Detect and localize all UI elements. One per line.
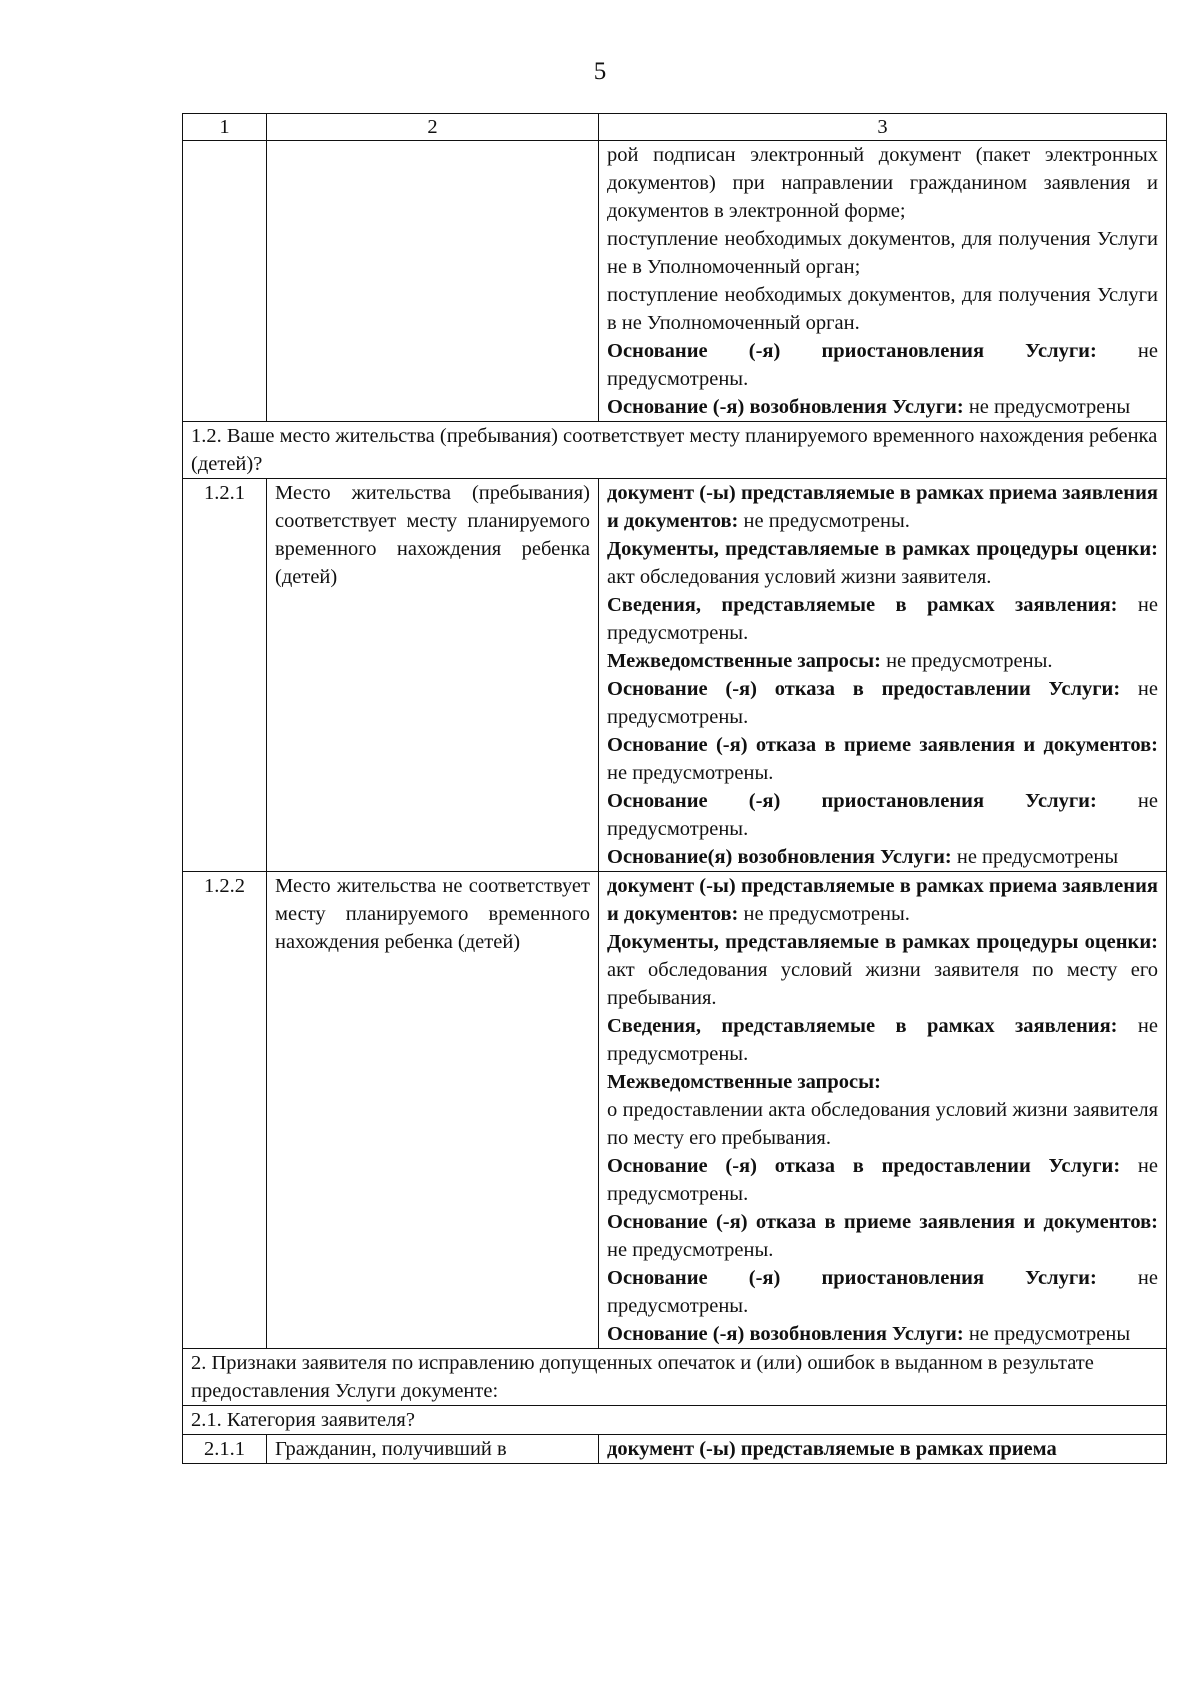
section-row (183, 422, 1167, 479)
bold-heading: Документы, представляемые в рамках процедуры оценки: (607, 538, 1158, 560)
detail-text: не предусмотрены (963, 396, 1131, 418)
bold-heading: документ (-ы) представляемые в рамках приема заявления и документов: (607, 482, 1158, 532)
detail-paragraph (607, 1096, 1158, 1152)
detail-paragraph (607, 337, 1158, 393)
detail-paragraph (607, 675, 1158, 731)
detail-text: не предусмотрены. (738, 903, 910, 925)
bold-heading: Межведомственные запросы: (607, 1071, 881, 1093)
detail-paragraph (607, 1264, 1158, 1320)
detail-text: акт обследования условий жизни заявителя. (607, 566, 992, 588)
row-description-cell (267, 141, 599, 422)
detail-text: не предусмотрены. (738, 510, 910, 532)
section-2-1-question: 2.1. Категория заявителя? (183, 1406, 1167, 1435)
detail-text: не предусмотрены. (607, 594, 1158, 644)
row-details-cell (599, 479, 1167, 872)
row-details-cell (599, 872, 1167, 1349)
page-number: 5 (593, 58, 607, 85)
bold-heading: документ (-ы) представляемые в рамках приема (607, 1438, 1057, 1460)
header-col-3: 3 (599, 114, 1167, 141)
requirements-table (182, 113, 1167, 1464)
detail-text: акт обследования условий жизни заявителя по месту его пребывания. (607, 959, 1158, 1009)
section-row (183, 1406, 1167, 1435)
detail-paragraph (607, 1208, 1158, 1264)
detail-paragraph (607, 1152, 1158, 1208)
bold-heading: Основание (-я) отказа в предоставлении Услуги: (607, 678, 1121, 700)
detail-text: поступление необходимых документов, для получения Услуги не в Уполномоченный орган; (607, 228, 1158, 278)
bold-heading: Основание (-я) отказа в предоставлении Услуги: (607, 1155, 1121, 1177)
detail-paragraph (607, 787, 1158, 843)
row-description-cell: Место жительства не соответствует месту планируемого временного нахождения ребенка (детей) (267, 872, 599, 1349)
header-col-1: 1 (183, 114, 267, 141)
row-details-cell (599, 141, 1167, 422)
detail-paragraph (607, 928, 1158, 1012)
table-row (183, 872, 1167, 1349)
detail-paragraph (607, 479, 1158, 535)
row-number-cell: 1.2.2 (183, 872, 267, 1349)
table-header-row (183, 114, 1167, 141)
detail-paragraph (607, 591, 1158, 647)
bold-heading: Межведомственные запросы: (607, 650, 881, 672)
row-number-cell: 2.1.1 (183, 1435, 267, 1464)
detail-text: поступление необходимых документов, для получения Услуги в не Уполномоченный орган. (607, 284, 1158, 334)
bold-heading: Основание (-я) приостановления Услуги: (607, 340, 1097, 362)
detail-text: не предусмотрены. (607, 790, 1158, 840)
bold-heading: Основание (-я) приостановления Услуги: (607, 1267, 1097, 1289)
detail-paragraph (607, 843, 1158, 871)
detail-text: не предусмотрены. (607, 1267, 1158, 1317)
row-number-cell: 1.2.1 (183, 479, 267, 872)
bold-heading: Сведения, представляемые в рамках заявления: (607, 594, 1118, 616)
detail-paragraph (607, 872, 1158, 928)
bold-heading: Основание (-я) возобновления Услуги: (607, 396, 964, 418)
detail-paragraph (607, 1068, 1158, 1096)
row-details-cell (599, 1435, 1167, 1464)
detail-text: о предоставлении акта обследования условий жизни заявителя по месту его пребывания. (607, 1099, 1158, 1149)
detail-paragraph (607, 393, 1158, 421)
bold-heading: Основание (-я) отказа в приеме заявления и документов: (607, 1211, 1158, 1233)
table-row (183, 141, 1167, 422)
header-col-2: 2 (267, 114, 599, 141)
table-row (183, 1435, 1167, 1464)
detail-paragraph (607, 731, 1158, 787)
detail-text: не предусмотрены. (607, 762, 774, 784)
detail-text: не предусмотрены. (607, 1015, 1158, 1065)
detail-text: не предусмотрены. (607, 1239, 774, 1261)
detail-paragraph (607, 281, 1158, 337)
row-description-cell: Гражданин, получивший в (267, 1435, 599, 1464)
detail-text: не предусмотрены. (607, 340, 1158, 390)
bold-heading: Основание (-я) приостановления Услуги: (607, 790, 1097, 812)
table-row (183, 479, 1167, 872)
detail-text: рой подписан электронный документ (пакет электронных документов) при направлении гражданином заявления и документов в электронной форме; (607, 144, 1158, 222)
detail-text: не предусмотрены. (607, 678, 1158, 728)
bold-heading: Основание(я) возобновления Услуги: (607, 846, 952, 868)
bold-heading: Основание (-я) возобновления Услуги: (607, 1323, 964, 1345)
detail-paragraph (607, 141, 1158, 225)
bold-heading: Основание (-я) отказа в приеме заявления и документов: (607, 734, 1158, 756)
bold-heading: Документы, представляемые в рамках процедуры оценки: (607, 931, 1158, 953)
detail-text: не предусмотрены (963, 1323, 1131, 1345)
detail-text: не предусмотрены. (607, 1155, 1158, 1205)
section-2-heading: 2. Признаки заявителя по исправлению допущенных опечаток и (или) ошибок в выданном в результате предоставления Услуги документе: (183, 1349, 1167, 1406)
detail-paragraph (607, 1012, 1158, 1068)
row-number-cell (183, 141, 267, 422)
detail-text: не предусмотрены. (880, 650, 1053, 672)
detail-text: не предусмотрены (951, 846, 1119, 868)
bold-heading: документ (-ы) представляемые в рамках приема заявления и документов: (607, 875, 1158, 925)
row-description-cell: Место жительства (пребывания) соответствует месту планируемого временного нахождения ребенка (детей) (267, 479, 599, 872)
detail-paragraph (607, 1320, 1158, 1348)
section-1-2-question: 1.2. Ваше место жительства (пребывания) соответствует месту планируемого временного нахождения ребенка (детей)? (183, 422, 1167, 479)
detail-paragraph (607, 647, 1158, 675)
bold-heading: Сведения, представляемые в рамках заявления: (607, 1015, 1118, 1037)
detail-paragraph (607, 535, 1158, 591)
detail-paragraph (607, 225, 1158, 281)
section-row (183, 1349, 1167, 1406)
